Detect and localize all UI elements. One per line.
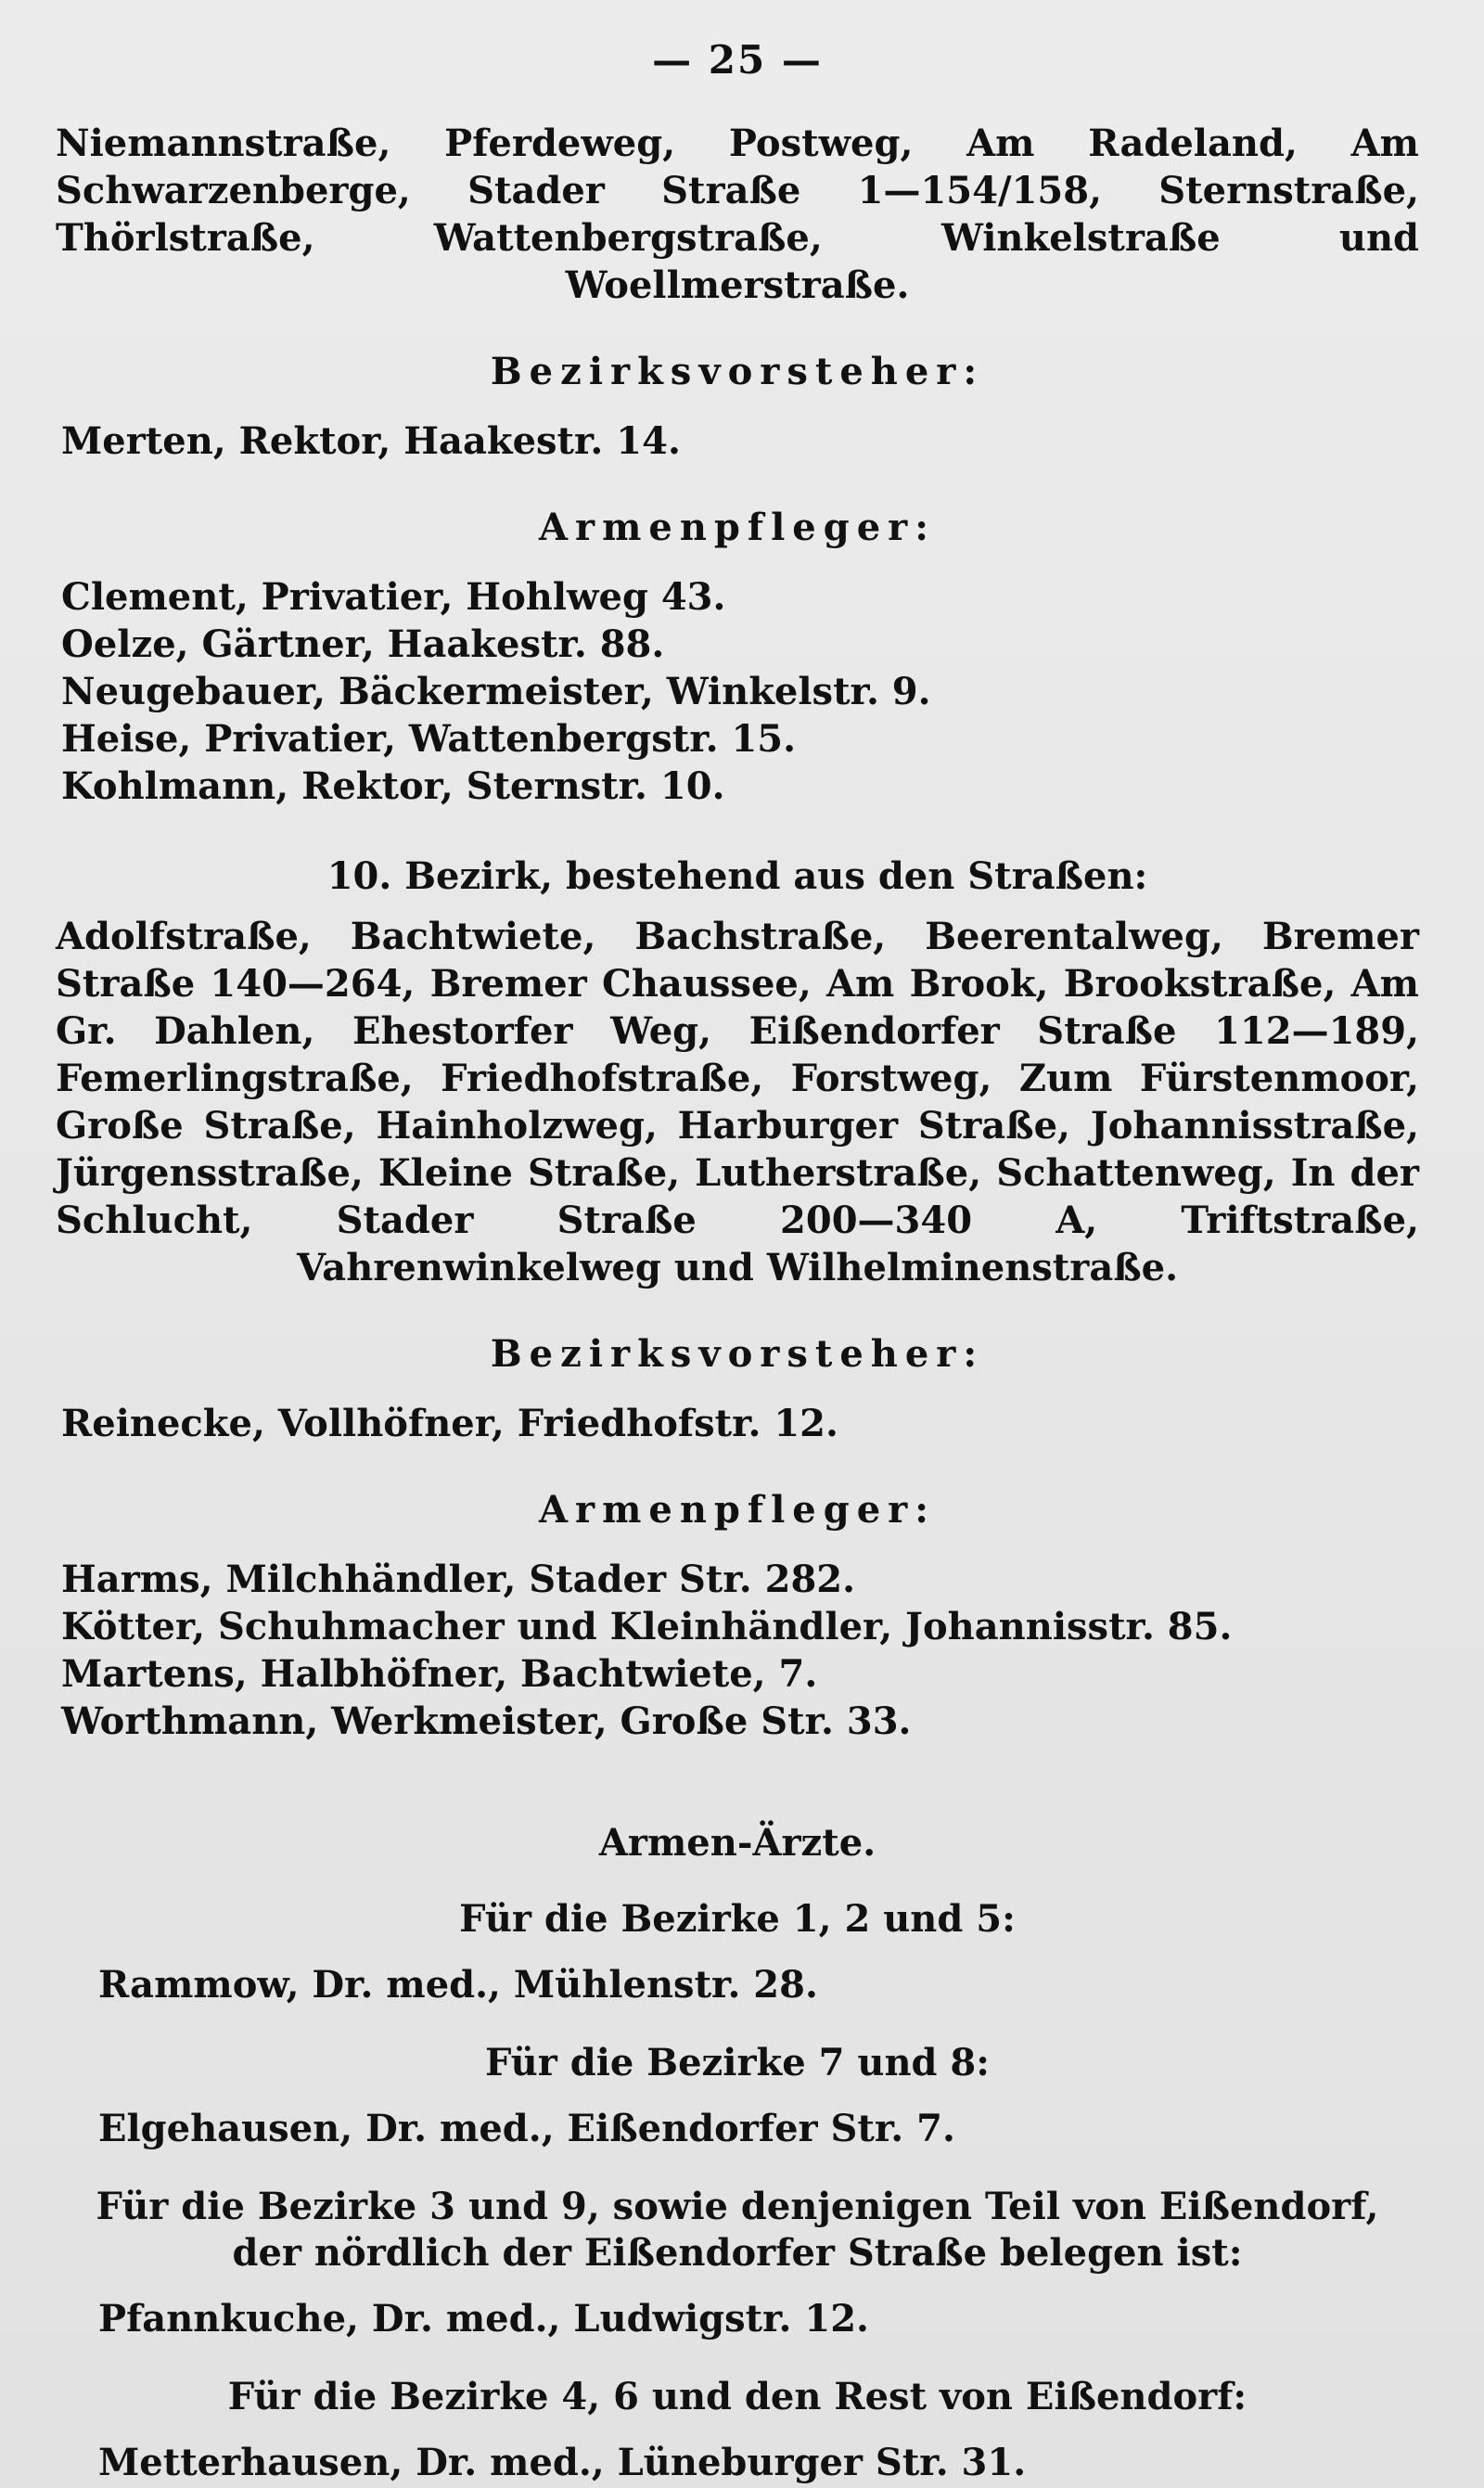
doctor-entry: Pfannkuche, Dr. med., Ludwigstr. 12. (98, 2297, 869, 2341)
district9-armenpfleger-list (56, 573, 1419, 810)
district10-streets: Adolfstraße, Bachtwiete, Bachstraße, Beerentalweg, Bremer Straße 140—264, Bremer Chaussee, Am Brook, Brookstraße, Am Gr. Dahlen, Ehestorfer Weg, Eißendorfer Straße 112—189, Femerlingstraße, Friedhofstraße, Forstweg, Zum Fürstenmoor, Große Straße, Hainholzweg, Harburger Straße, Johannisstraße, Jürgensstraße, Kleine Straße, Lutherstraße, Schattenweg, In der Schlucht, Stader Straße 200—340 A, Triftstraße, Vahrenwinkelweg und Wilhelminenstraße. (56, 915, 1419, 1289)
list-item: Heise, Privatier, Wattenbergstr. 15. (61, 717, 797, 761)
district9-armenpfleger-heading: Armenpfleger: (538, 506, 937, 549)
armen-aerzte-title: Armen-Ärzte. (598, 1821, 876, 1865)
district9-streets: Niemannstraße, Pferdeweg, Postweg, Am Radeland, Am Schwarzenberge, Stader Straße 1—154/158, Sternstraße, Thörlstraße, Wattenbergstraße, Winkelstraße und Woellmerstraße. (56, 122, 1419, 307)
doctor-group-heading: Für die Bezirke 4, 6 und den Rest von Eißendorf: (227, 2375, 1247, 2418)
list-item: Neugebauer, Bäckermeister, Winkelstr. 9. (61, 670, 931, 713)
list-item: Harms, Milchhändler, Stader Str. 282. (61, 1558, 856, 1601)
doctor-group-heading: Für die Bezirke 1, 2 und 5: (459, 1897, 1016, 1941)
list-item: Kötter, Schuhmacher und Kleinhändler, Johannisstr. 85. (61, 1605, 1233, 1648)
doctor-entry: Rammow, Dr. med., Mühlenstr. 28. (98, 1963, 818, 2007)
list-item: Martens, Halbhöfner, Bachtwiete, 7. (61, 1652, 818, 1696)
district10-vorsteher: Reinecke, Vollhöfner, Friedhofstr. 12. (61, 1402, 838, 1445)
district10-title: 10. Bezirk, bestehend aus den Straßen: (326, 854, 1148, 898)
district9-vorsteher-heading: Bezirksvorsteher: (490, 350, 985, 393)
page-number: — 25 — (652, 37, 823, 83)
list-item: Kohlmann, Rektor, Sternstr. 10. (61, 764, 725, 808)
list-item: Oelze, Gärtner, Haakestr. 88. (61, 622, 665, 666)
district10-vorsteher-heading: Bezirksvorsteher: (490, 1332, 985, 1376)
doctor-entry: Metterhausen, Dr. med., Lüneburger Str. 31. (98, 2441, 1027, 2484)
doctor-entry: Elgehausen, Dr. med., Eißendorfer Str. 7. (98, 2107, 955, 2150)
list-item: Worthmann, Werkmeister, Große Str. 33. (61, 1699, 912, 1743)
district9-vorsteher-list (56, 417, 1419, 465)
doctor-group-heading: Für die Bezirke 7 und 8: (484, 2041, 991, 2084)
district10-vorsteher-list (56, 1400, 1419, 1447)
district9-vorsteher: Merten, Rektor, Haakestr. 14. (61, 419, 681, 463)
list-item: Clement, Privatier, Hohlweg 43. (61, 575, 726, 619)
doctor-group-heading: Für die Bezirke 3 und 9, sowie denjenigen Teil von Eißendorf, der nördlich der Eißendorfer Straße belegen ist: (96, 2185, 1379, 2275)
district10-armenpfleger-list (56, 1556, 1419, 1745)
district10-armenpfleger-heading: Armenpfleger: (538, 1488, 937, 1532)
